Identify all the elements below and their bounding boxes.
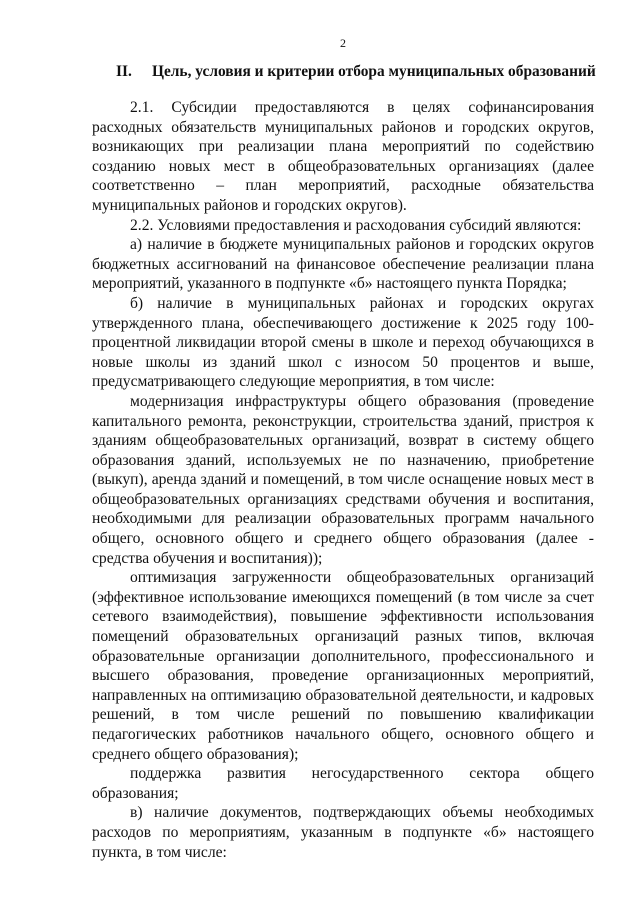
paragraph-2-2-a: а) наличие в бюджете муниципальных районов и городских округов бюджетных ассигнований на финансовое обеспечение реализации плана мероприятий, указанного в подпункте «б» настоящего пункта Порядка; [92,236,594,293]
section-number: II. [116,63,132,80]
section-title: Цель, условия и критерии отбора муниципальных образований [152,63,596,80]
paragraph-2-2-v: в) наличие документов, подтверждающих объемы необходимых расходов по мероприятиям, указанным в подпункте «б» настоящего пункта, в том числе: [92,804,594,861]
paragraph-modernization: модернизация инфраструктуры общего образования (проведение капитального ремонта, реконструкции, строительства зданий, пристроя к зданиям общеобразовательных организаций, возврат в систему общего образования зданий, используемых не по назначению, приобретение (выкуп), аренда зданий и помещений, в том числе оснащение новых мест в общеобразовательных организациях средствами обучения и воспитания, необходимыми для реализации образовательных программ начального общего, основного общего и среднего общего образования (далее - средства обучения и воспитания)); [92,392,594,567]
paragraph-2-2-b: б) наличие в муниципальных районах и городских округах утвержденного плана, обеспечивающего достижение к 2025 году 100-процентной ликвидации второй смены в школе и переход обучающихся в новые школы из зданий школ с износом 50 процентов и выше, предусматривающего следующие мероприятия, в том числе: [92,294,594,391]
paragraph-optimization: оптимизация загруженности общеобразовательных организаций (эффективное использование имеющихся помещений (в том числе за счет сетевого взаимодействия), повышение эффективности использования помещений образовательных организаций разных типов, включая образовательные организации дополнительного, профессионального и высшего образования, проведение организационных мероприятий, направленных на оптимизацию образовательной деятельности, и кадровых решений, в том числе решений по повышению квалификации педагогических работников начального общего, основного общего и среднего общего образования); [92,569,594,763]
section-heading [116,62,594,82]
page-number: 2 [340,36,346,50]
paragraph-2-1: 2.1. Субсидии предоставляются в целях софинансирования расходных обязательств муниципальных районов и городских округов, возникающих при реализации плана мероприятий по содействию созданию новых мест в общеобразовательных организациях (далее соответственно – план мероприятий, расходные обязательства муниципальных районов и городских округов). [92,99,594,214]
paragraph-2-2: 2.2. Условиями предоставления и расходования субсидий являются: [130,216,582,234]
paragraph-support: поддержка развития негосударственного сектора общего образования; [92,765,594,802]
body-text [92,98,594,862]
